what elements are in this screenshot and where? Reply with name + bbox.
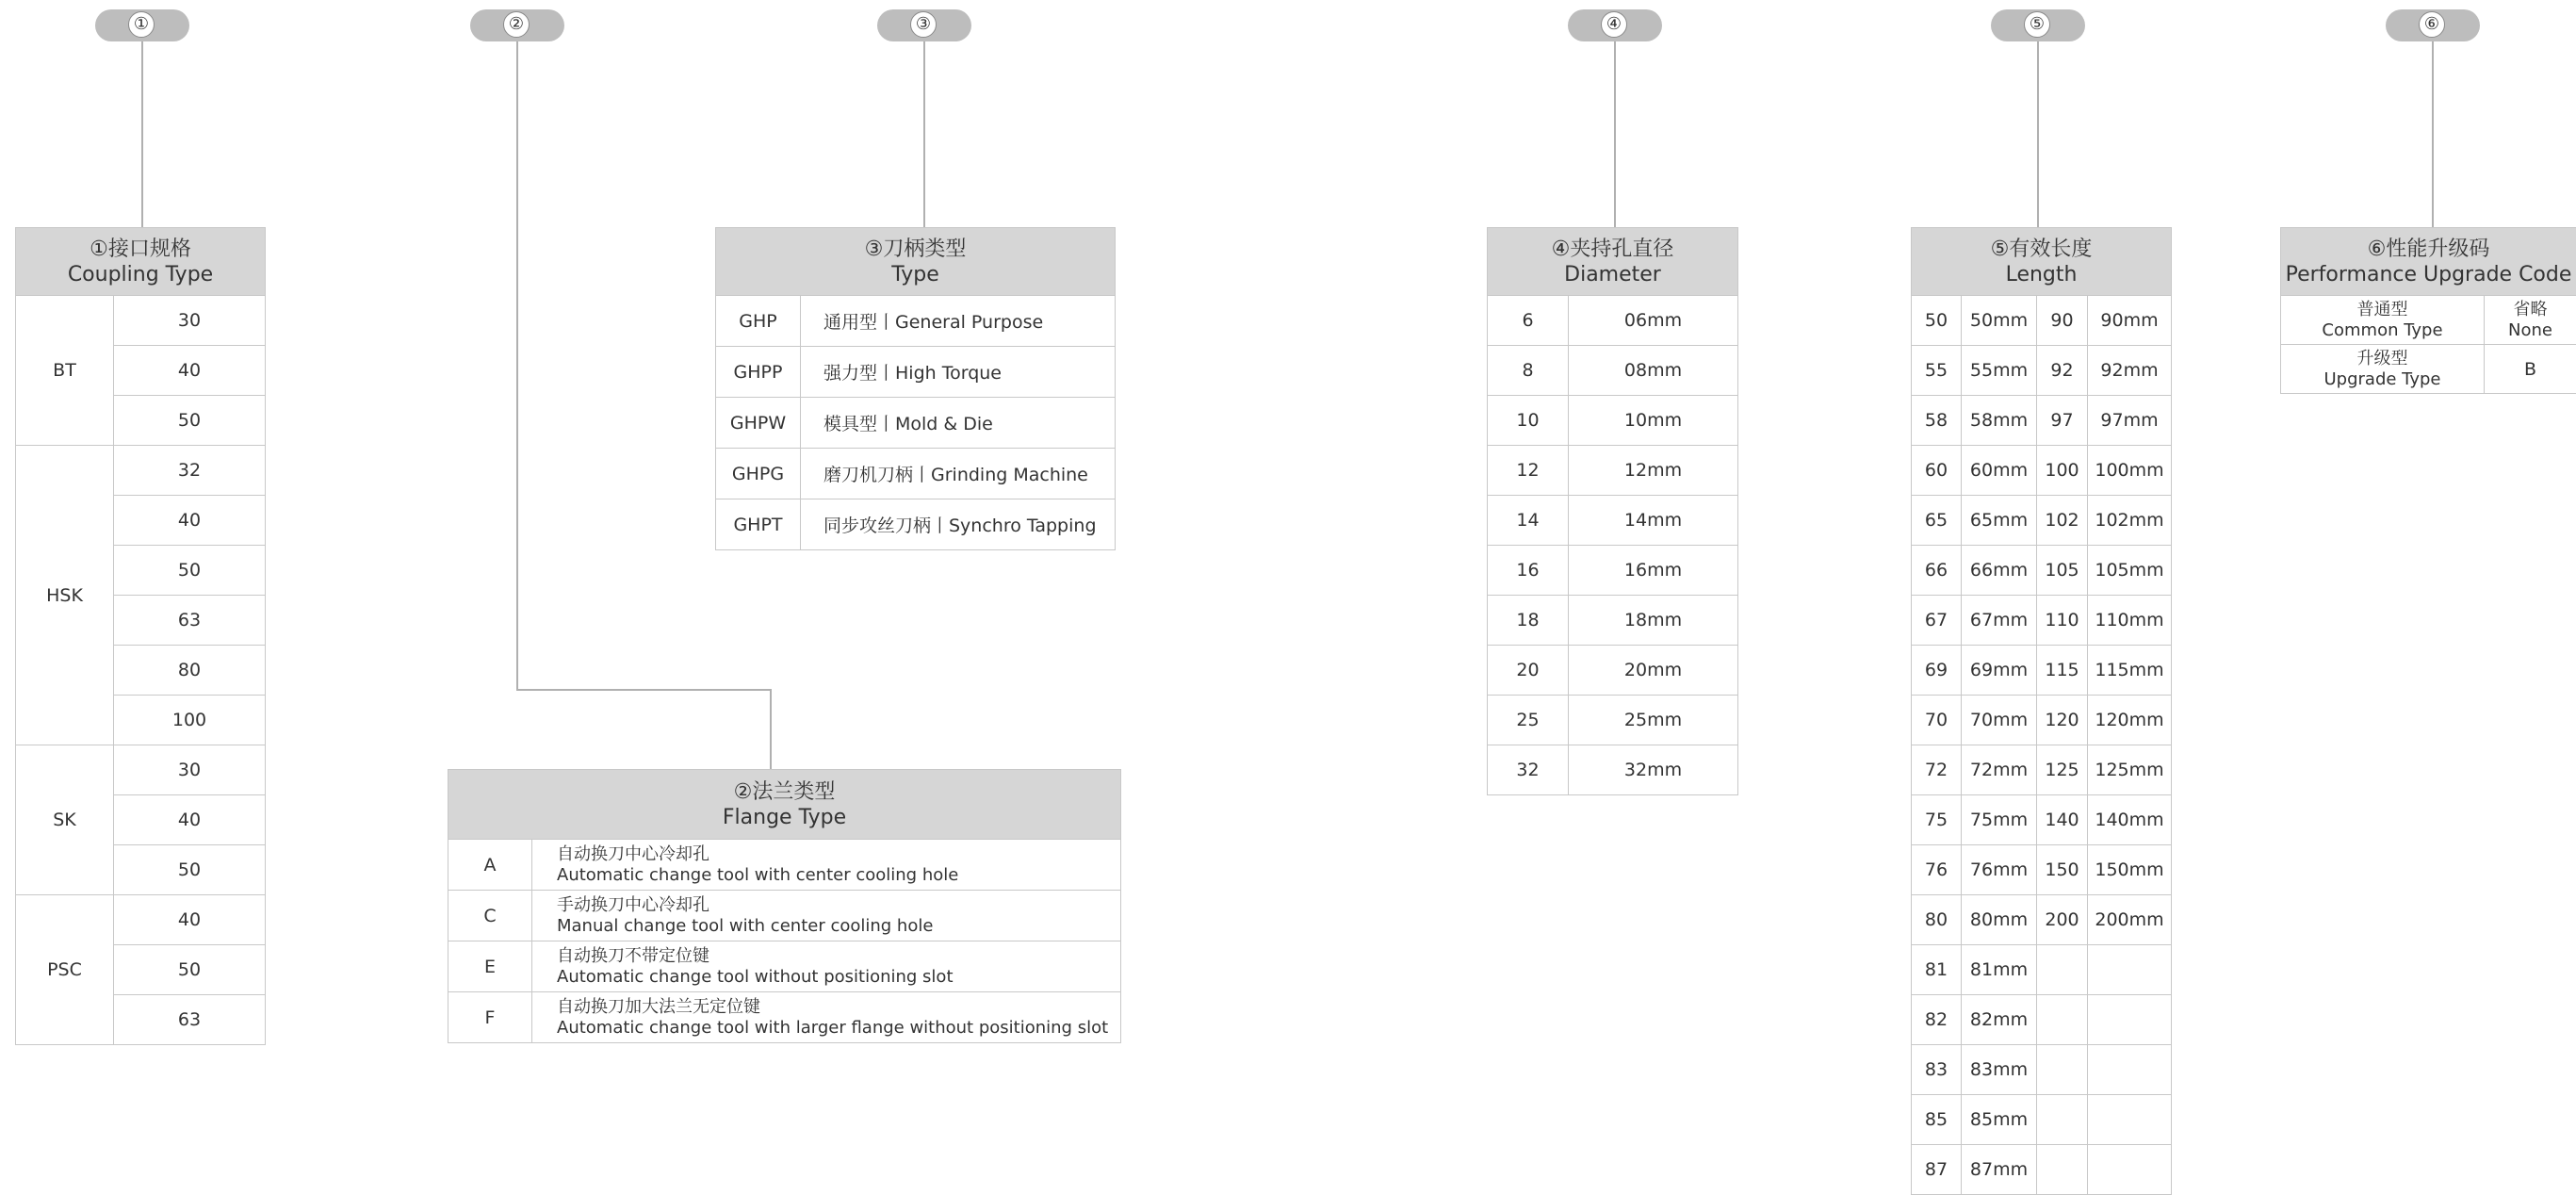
diameter-code: 8 bbox=[1488, 346, 1569, 396]
diameter-value: 08mm bbox=[1569, 346, 1738, 396]
length-value: 87mm bbox=[1962, 1145, 2037, 1195]
length-value: 69mm bbox=[1962, 646, 2037, 696]
coupling-size: 40 bbox=[114, 496, 266, 546]
connector-4 bbox=[1614, 41, 1616, 227]
length-code: 85 bbox=[1912, 1095, 1962, 1145]
marker-4 bbox=[1568, 9, 1662, 41]
length-code: 67 bbox=[1912, 596, 1962, 646]
length-code: 50 bbox=[1912, 296, 1962, 346]
length-value: 82mm bbox=[1962, 995, 2037, 1045]
length-code: 140 bbox=[2037, 795, 2088, 845]
connector-5 bbox=[2037, 41, 2039, 227]
diameter-value: 10mm bbox=[1569, 396, 1738, 446]
diameter-code: 16 bbox=[1488, 546, 1569, 596]
length-value: 105mm bbox=[2088, 546, 2172, 596]
coupling-group-bt: BT bbox=[16, 296, 114, 446]
marker-6-label: ⑥ bbox=[2419, 11, 2445, 38]
diameter-value: 14mm bbox=[1569, 496, 1738, 546]
diameter-header: ④夹持孔直径 Diameter bbox=[1488, 228, 1738, 296]
length-code: 100 bbox=[2037, 446, 2088, 496]
upgrade-code: 省略 None bbox=[2485, 296, 2576, 345]
length-value: 85mm bbox=[1962, 1095, 2037, 1145]
upgrade-table bbox=[2280, 227, 2576, 394]
type-code: GHPG bbox=[716, 449, 801, 499]
marker-5 bbox=[1991, 9, 2085, 41]
flange-desc: 自动换刀加大法兰无定位键 Automatic change tool with larger flange without positioning slot bbox=[532, 992, 1121, 1043]
length-code: 70 bbox=[1912, 696, 1962, 745]
connector-2-a bbox=[516, 41, 518, 691]
marker-3 bbox=[877, 9, 971, 41]
length-code: 82 bbox=[1912, 995, 1962, 1045]
length-value: 70mm bbox=[1962, 696, 2037, 745]
length-value: 140mm bbox=[2088, 795, 2172, 845]
length-code: 83 bbox=[1912, 1045, 1962, 1095]
marker-3-label: ③ bbox=[910, 11, 937, 38]
type-table bbox=[715, 227, 1116, 550]
length-value: 67mm bbox=[1962, 596, 2037, 646]
type-code: GHP bbox=[716, 296, 801, 347]
length-value bbox=[2088, 1095, 2172, 1145]
connector-2-b bbox=[516, 689, 772, 691]
length-value: 65mm bbox=[1962, 496, 2037, 546]
flange-desc: 自动换刀不带定位键 Automatic change tool without positioning slot bbox=[532, 941, 1121, 992]
coupling-group-psc: PSC bbox=[16, 895, 114, 1045]
coupling-size: 50 bbox=[114, 396, 266, 446]
type-desc: 模具型丨Mold & Die bbox=[801, 398, 1116, 449]
coupling-size: 50 bbox=[114, 945, 266, 995]
coupling-size: 40 bbox=[114, 346, 266, 396]
coupling-size: 30 bbox=[114, 296, 266, 346]
diameter-code: 32 bbox=[1488, 745, 1569, 795]
length-code: 87 bbox=[1912, 1145, 1962, 1195]
diameter-value: 18mm bbox=[1569, 596, 1738, 646]
diameter-code: 18 bbox=[1488, 596, 1569, 646]
length-value: 60mm bbox=[1962, 446, 2037, 496]
length-code: 90 bbox=[2037, 296, 2088, 346]
coupling-header: ①接口规格 Coupling Type bbox=[16, 228, 266, 296]
length-value bbox=[2088, 1145, 2172, 1195]
type-code: GHPP bbox=[716, 347, 801, 398]
diameter-code: 12 bbox=[1488, 446, 1569, 496]
coupling-size: 80 bbox=[114, 646, 266, 696]
coupling-size: 100 bbox=[114, 696, 266, 745]
length-code: 102 bbox=[2037, 496, 2088, 546]
coupling-group-sk: SK bbox=[16, 745, 114, 895]
length-value: 81mm bbox=[1962, 945, 2037, 995]
length-code: 58 bbox=[1912, 396, 1962, 446]
flange-desc: 手动换刀中心冷却孔 Manual change tool with center cooling hole bbox=[532, 891, 1121, 941]
type-header: ③刀柄类型 Type bbox=[716, 228, 1116, 296]
marker-1 bbox=[95, 9, 189, 41]
length-value: 100mm bbox=[2088, 446, 2172, 496]
marker-6 bbox=[2386, 9, 2480, 41]
length-value bbox=[2088, 945, 2172, 995]
length-value: 110mm bbox=[2088, 596, 2172, 646]
length-code: 115 bbox=[2037, 646, 2088, 696]
connector-2-c bbox=[770, 689, 772, 769]
diameter-value: 16mm bbox=[1569, 546, 1738, 596]
type-desc: 通用型丨General Purpose bbox=[801, 296, 1116, 347]
type-desc: 磨刀机刀柄丨Grinding Machine bbox=[801, 449, 1116, 499]
length-code bbox=[2037, 1045, 2088, 1095]
length-code: 125 bbox=[2037, 745, 2088, 795]
length-code: 120 bbox=[2037, 696, 2088, 745]
coupling-size: 40 bbox=[114, 895, 266, 945]
length-value: 102mm bbox=[2088, 496, 2172, 546]
coupling-type-table bbox=[15, 227, 266, 1045]
coupling-group-hsk: HSK bbox=[16, 446, 114, 745]
upgrade-code: B bbox=[2485, 345, 2576, 394]
length-code: 60 bbox=[1912, 446, 1962, 496]
length-value: 150mm bbox=[2088, 845, 2172, 895]
length-code: 110 bbox=[2037, 596, 2088, 646]
connector-1 bbox=[141, 41, 143, 227]
marker-4-label: ④ bbox=[1601, 11, 1627, 38]
flange-code: E bbox=[448, 941, 532, 992]
length-value: 200mm bbox=[2088, 895, 2172, 945]
length-code: 65 bbox=[1912, 496, 1962, 546]
length-value: 50mm bbox=[1962, 296, 2037, 346]
coupling-size: 32 bbox=[114, 446, 266, 496]
length-value: 80mm bbox=[1962, 895, 2037, 945]
length-code: 55 bbox=[1912, 346, 1962, 396]
length-value: 115mm bbox=[2088, 646, 2172, 696]
flange-type-table bbox=[448, 769, 1121, 1043]
coupling-size: 40 bbox=[114, 795, 266, 845]
length-code: 81 bbox=[1912, 945, 1962, 995]
length-value: 83mm bbox=[1962, 1045, 2037, 1095]
flange-code: A bbox=[448, 840, 532, 891]
length-value bbox=[2088, 1045, 2172, 1095]
connector-6 bbox=[2432, 41, 2434, 227]
length-code: 75 bbox=[1912, 795, 1962, 845]
diameter-value: 12mm bbox=[1569, 446, 1738, 496]
length-value: 55mm bbox=[1962, 346, 2037, 396]
type-desc: 同步攻丝刀柄丨Synchro Tapping bbox=[801, 499, 1116, 550]
diameter-code: 6 bbox=[1488, 296, 1569, 346]
flange-desc: 自动换刀中心冷却孔 Automatic change tool with center cooling hole bbox=[532, 840, 1121, 891]
upgrade-type: 升级型 Upgrade Type bbox=[2281, 345, 2485, 394]
diameter-code: 14 bbox=[1488, 496, 1569, 546]
length-value: 76mm bbox=[1962, 845, 2037, 895]
length-value bbox=[2088, 995, 2172, 1045]
length-code bbox=[2037, 945, 2088, 995]
marker-1-label: ① bbox=[128, 11, 155, 38]
type-code: GHPW bbox=[716, 398, 801, 449]
diameter-value: 20mm bbox=[1569, 646, 1738, 696]
diameter-code: 10 bbox=[1488, 396, 1569, 446]
type-desc: 强力型丨High Torque bbox=[801, 347, 1116, 398]
length-code: 105 bbox=[2037, 546, 2088, 596]
flange-code: C bbox=[448, 891, 532, 941]
length-table bbox=[1911, 227, 2172, 1195]
length-header: ⑤有效长度 Length bbox=[1912, 228, 2172, 296]
upgrade-type: 普通型 Common Type bbox=[2281, 296, 2485, 345]
length-value: 97mm bbox=[2088, 396, 2172, 446]
length-code: 72 bbox=[1912, 745, 1962, 795]
connector-3 bbox=[923, 41, 925, 227]
length-value: 66mm bbox=[1962, 546, 2037, 596]
flange-header: ②法兰类型 Flange Type bbox=[448, 770, 1121, 840]
length-code bbox=[2037, 995, 2088, 1045]
marker-5-label: ⑤ bbox=[2024, 11, 2050, 38]
length-code bbox=[2037, 1145, 2088, 1195]
coupling-size: 30 bbox=[114, 745, 266, 795]
type-code: GHPT bbox=[716, 499, 801, 550]
coupling-size: 63 bbox=[114, 596, 266, 646]
length-value: 72mm bbox=[1962, 745, 2037, 795]
diameter-value: 25mm bbox=[1569, 696, 1738, 745]
diameter-table bbox=[1487, 227, 1738, 795]
marker-2 bbox=[470, 9, 564, 41]
length-code: 97 bbox=[2037, 396, 2088, 446]
flange-code: F bbox=[448, 992, 532, 1043]
length-code: 80 bbox=[1912, 895, 1962, 945]
length-value: 58mm bbox=[1962, 396, 2037, 446]
length-value: 125mm bbox=[2088, 745, 2172, 795]
length-code: 76 bbox=[1912, 845, 1962, 895]
marker-2-label: ② bbox=[503, 11, 530, 38]
length-code: 66 bbox=[1912, 546, 1962, 596]
length-code: 92 bbox=[2037, 346, 2088, 396]
length-value: 90mm bbox=[2088, 296, 2172, 346]
length-value: 75mm bbox=[1962, 795, 2037, 845]
length-code: 150 bbox=[2037, 845, 2088, 895]
coupling-size: 63 bbox=[114, 995, 266, 1045]
diameter-code: 20 bbox=[1488, 646, 1569, 696]
upgrade-header: ⑥性能升级码 Performance Upgrade Code bbox=[2281, 228, 2576, 296]
coupling-size: 50 bbox=[114, 546, 266, 596]
length-code: 69 bbox=[1912, 646, 1962, 696]
length-value: 92mm bbox=[2088, 346, 2172, 396]
coupling-size: 50 bbox=[114, 845, 266, 895]
length-code: 200 bbox=[2037, 895, 2088, 945]
length-code bbox=[2037, 1095, 2088, 1145]
diameter-value: 32mm bbox=[1569, 745, 1738, 795]
diameter-value: 06mm bbox=[1569, 296, 1738, 346]
diameter-code: 25 bbox=[1488, 696, 1569, 745]
length-value: 120mm bbox=[2088, 696, 2172, 745]
